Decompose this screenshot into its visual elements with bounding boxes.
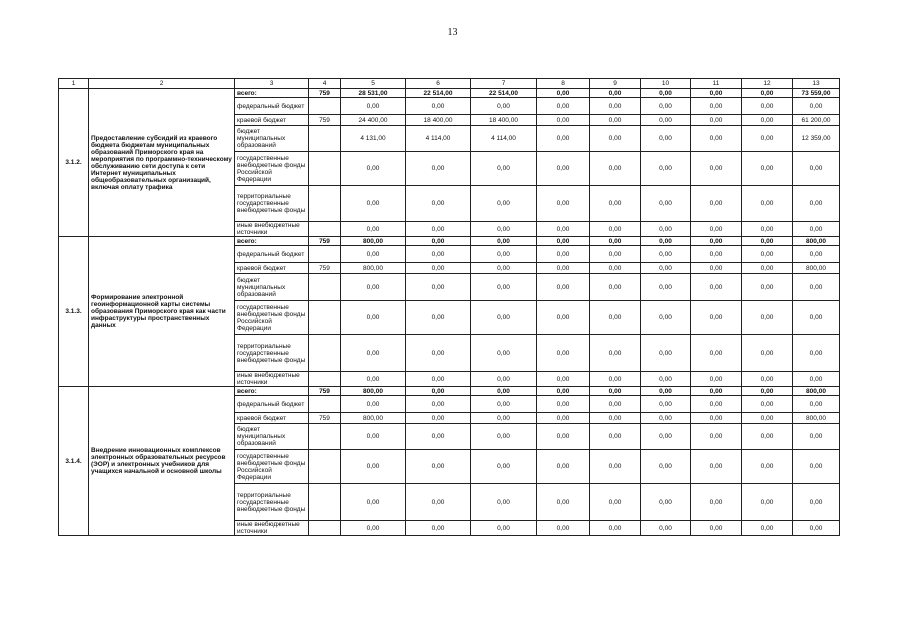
amount-cell: 0,00	[742, 274, 793, 301]
amount-cell: 0,00	[406, 152, 471, 186]
amount-cell: 0,00	[641, 387, 691, 396]
amount-cell: 0,00	[641, 484, 691, 521]
amount-cell: 0,00	[406, 396, 471, 413]
section-total-row	[59, 89, 840, 98]
amount-cell: 0,00	[537, 186, 590, 222]
amount-cell: 0,00	[537, 222, 590, 237]
funding-source: бюджет муниципальных образований	[235, 274, 309, 301]
funding-source: иные внебюджетные источники	[235, 372, 309, 387]
amount-cell: 0,00	[742, 424, 793, 450]
amount-cell: 0,00	[590, 126, 641, 152]
budget-table	[58, 78, 840, 536]
amount-cell: 0,00	[691, 301, 742, 335]
budget-code	[309, 186, 341, 222]
budget-code	[309, 521, 341, 536]
amount-cell: 4 131,00	[341, 126, 406, 152]
amount-cell: 0,00	[406, 450, 471, 484]
amount-cell: 0,00	[742, 237, 793, 246]
amount-cell: 0,00	[590, 484, 641, 521]
amount-cell: 0,00	[406, 222, 471, 237]
budget-code	[309, 484, 341, 521]
amount-cell: 0,00	[590, 89, 641, 98]
budget-code: 759	[309, 263, 341, 274]
amount-cell: 0,00	[341, 372, 406, 387]
budget-code	[309, 222, 341, 237]
section-name: Предоставление субсидий из краевого бюджета бюджетам муниципальных образований Приморского края на мероприятия по программно-техническому обслуживанию сети доступа к сети Интернет муниципальных общеобразовательных организаций, включая оплату трафика	[89, 89, 235, 237]
amount-cell: 0,00	[641, 396, 691, 413]
amount-cell: 0,00	[793, 484, 840, 521]
section-code: 3.1.4.	[59, 387, 89, 536]
amount-cell: 0,00	[590, 98, 641, 115]
amount-cell: 73 559,00	[793, 89, 840, 98]
amount-cell: 0,00	[691, 115, 742, 126]
amount-cell: 0,00	[793, 372, 840, 387]
amount-cell: 0,00	[641, 274, 691, 301]
budget-code	[309, 424, 341, 450]
amount-cell: 0,00	[793, 396, 840, 413]
amount-cell: 0,00	[691, 98, 742, 115]
section-total-row	[59, 237, 840, 246]
funding-source: государственные внебюджетные фонды Российской Федерации	[235, 152, 309, 186]
amount-cell: 0,00	[537, 246, 590, 263]
header-cell-7: 7	[471, 79, 537, 89]
amount-cell: 0,00	[341, 335, 406, 372]
amount-cell: 0,00	[406, 387, 471, 396]
amount-cell: 0,00	[641, 126, 691, 152]
amount-cell: 0,00	[742, 450, 793, 484]
amount-cell: 61 200,00	[793, 115, 840, 126]
amount-cell: 0,00	[537, 521, 590, 536]
amount-cell: 0,00	[641, 237, 691, 246]
amount-cell: 0,00	[742, 484, 793, 521]
funding-source: краевой бюджет	[235, 115, 309, 126]
funding-source: государственные внебюджетные фонды Российской Федерации	[235, 450, 309, 484]
amount-cell: 0,00	[793, 186, 840, 222]
amount-cell: 4 114,00	[471, 126, 537, 152]
amount-cell: 0,00	[341, 152, 406, 186]
amount-cell: 0,00	[537, 98, 590, 115]
amount-cell: 0,00	[471, 274, 537, 301]
amount-cell: 0,00	[641, 98, 691, 115]
budget-code: 759	[309, 387, 341, 396]
amount-cell: 0,00	[471, 222, 537, 237]
amount-cell: 0,00	[471, 335, 537, 372]
funding-source: территориальные государственные внебюджетные фонды	[235, 186, 309, 222]
funding-source: государственные внебюджетные фонды Российской Федерации	[235, 301, 309, 335]
amount-cell: 0,00	[341, 301, 406, 335]
amount-cell: 0,00	[742, 396, 793, 413]
amount-cell: 800,00	[793, 413, 840, 424]
amount-cell: 0,00	[691, 237, 742, 246]
amount-cell: 800,00	[793, 237, 840, 246]
amount-cell: 0,00	[537, 396, 590, 413]
amount-cell: 12 359,00	[793, 126, 840, 152]
amount-cell: 0,00	[793, 521, 840, 536]
budget-code	[309, 152, 341, 186]
amount-cell: 22 514,00	[471, 89, 537, 98]
amount-cell: 0,00	[471, 450, 537, 484]
amount-cell: 0,00	[537, 387, 590, 396]
funding-source: иные внебюджетные источники	[235, 521, 309, 536]
amount-cell: 0,00	[406, 263, 471, 274]
section-name: Внедрение инновационных комплексов электронных образовательных ресурсов (ЭОР) и электронных учебников для учащихся начальной и основной школы	[89, 387, 235, 536]
amount-cell: 0,00	[691, 424, 742, 450]
amount-cell: 0,00	[793, 222, 840, 237]
table-body	[59, 79, 840, 536]
amount-cell: 0,00	[742, 89, 793, 98]
amount-cell: 18 400,00	[406, 115, 471, 126]
amount-cell: 0,00	[590, 387, 641, 396]
amount-cell: 0,00	[742, 115, 793, 126]
amount-cell: 0,00	[793, 98, 840, 115]
amount-cell: 18 400,00	[471, 115, 537, 126]
amount-cell: 0,00	[471, 424, 537, 450]
page-number: 13	[447, 27, 458, 38]
amount-cell: 24 400,00	[341, 115, 406, 126]
amount-cell: 0,00	[406, 186, 471, 222]
funding-source: федеральный бюджет	[235, 396, 309, 413]
amount-cell: 0,00	[406, 237, 471, 246]
section-name: Формирование электронной геоинформационной карты системы образования Приморского края как части инфраструктуры пространственных данных	[89, 237, 235, 387]
amount-cell: 0,00	[691, 335, 742, 372]
budget-code	[309, 301, 341, 335]
header-cell-2: 2	[89, 79, 235, 89]
amount-cell: 0,00	[742, 372, 793, 387]
amount-cell: 0,00	[341, 450, 406, 484]
amount-cell: 0,00	[742, 246, 793, 263]
amount-cell: 0,00	[471, 246, 537, 263]
amount-cell: 0,00	[590, 274, 641, 301]
amount-cell: 0,00	[742, 222, 793, 237]
header-cell-9: 9	[590, 79, 641, 89]
amount-cell: 0,00	[406, 335, 471, 372]
amount-cell: 0,00	[406, 484, 471, 521]
amount-cell: 0,00	[471, 396, 537, 413]
amount-cell: 0,00	[742, 152, 793, 186]
funding-source: всего:	[235, 89, 309, 98]
amount-cell: 0,00	[641, 222, 691, 237]
amount-cell: 0,00	[793, 335, 840, 372]
amount-cell: 28 531,00	[341, 89, 406, 98]
amount-cell: 0,00	[691, 372, 742, 387]
amount-cell: 0,00	[537, 335, 590, 372]
section-total-row	[59, 387, 840, 396]
amount-cell: 0,00	[471, 152, 537, 186]
amount-cell: 4 114,00	[406, 126, 471, 152]
amount-cell: 0,00	[742, 186, 793, 222]
amount-cell: 0,00	[641, 521, 691, 536]
amount-cell: 0,00	[406, 301, 471, 335]
header-cell-3: 3	[235, 79, 309, 89]
amount-cell: 0,00	[471, 237, 537, 246]
amount-cell: 0,00	[641, 450, 691, 484]
amount-cell: 0,00	[537, 274, 590, 301]
amount-cell: 0,00	[742, 263, 793, 274]
amount-cell: 0,00	[691, 521, 742, 536]
funding-source: бюджет муниципальных образований	[235, 424, 309, 450]
amount-cell: 0,00	[691, 274, 742, 301]
budget-code	[309, 98, 341, 115]
amount-cell: 0,00	[406, 372, 471, 387]
amount-cell: 0,00	[641, 335, 691, 372]
amount-cell: 0,00	[691, 413, 742, 424]
amount-cell: 0,00	[537, 372, 590, 387]
budget-code	[309, 396, 341, 413]
amount-cell: 0,00	[641, 424, 691, 450]
amount-cell: 0,00	[471, 521, 537, 536]
header-cell-12: 12	[742, 79, 793, 89]
funding-source: территориальные государственные внебюджетные фонды	[235, 484, 309, 521]
amount-cell: 0,00	[341, 396, 406, 413]
header-cell-10: 10	[641, 79, 691, 89]
funding-source: федеральный бюджет	[235, 246, 309, 263]
budget-code	[309, 450, 341, 484]
amount-cell: 0,00	[590, 372, 641, 387]
amount-cell: 0,00	[641, 263, 691, 274]
amount-cell: 0,00	[341, 274, 406, 301]
amount-cell: 0,00	[341, 246, 406, 263]
amount-cell: 0,00	[537, 424, 590, 450]
section-code: 3.1.2.	[59, 89, 89, 237]
amount-cell: 0,00	[590, 237, 641, 246]
amount-cell: 0,00	[793, 152, 840, 186]
amount-cell: 0,00	[641, 372, 691, 387]
amount-cell: 0,00	[537, 413, 590, 424]
header-cell-1: 1	[59, 79, 89, 89]
amount-cell: 0,00	[742, 126, 793, 152]
amount-cell: 0,00	[590, 186, 641, 222]
amount-cell: 0,00	[590, 335, 641, 372]
amount-cell: 0,00	[590, 424, 641, 450]
funding-source: иные внебюджетные источники	[235, 222, 309, 237]
amount-cell: 0,00	[691, 89, 742, 98]
amount-cell: 800,00	[793, 387, 840, 396]
amount-cell: 0,00	[691, 263, 742, 274]
amount-cell: 0,00	[537, 450, 590, 484]
amount-cell: 0,00	[793, 424, 840, 450]
amount-cell: 0,00	[537, 237, 590, 246]
amount-cell: 0,00	[691, 186, 742, 222]
amount-cell: 0,00	[537, 126, 590, 152]
amount-cell: 0,00	[537, 301, 590, 335]
amount-cell: 0,00	[590, 450, 641, 484]
amount-cell: 0,00	[537, 484, 590, 521]
budget-code: 759	[309, 89, 341, 98]
header-cell-5: 5	[341, 79, 406, 89]
amount-cell: 0,00	[341, 222, 406, 237]
amount-cell: 0,00	[641, 301, 691, 335]
amount-cell: 0,00	[590, 521, 641, 536]
budget-code	[309, 372, 341, 387]
amount-cell: 0,00	[691, 126, 742, 152]
amount-cell: 0,00	[471, 301, 537, 335]
amount-cell: 22 514,00	[406, 89, 471, 98]
amount-cell: 0,00	[406, 274, 471, 301]
amount-cell: 0,00	[691, 152, 742, 186]
amount-cell: 0,00	[471, 484, 537, 521]
amount-cell: 0,00	[590, 301, 641, 335]
amount-cell: 0,00	[406, 98, 471, 115]
amount-cell: 0,00	[590, 396, 641, 413]
amount-cell: 0,00	[590, 413, 641, 424]
funding-source: краевой бюджет	[235, 263, 309, 274]
amount-cell: 0,00	[471, 387, 537, 396]
amount-cell: 0,00	[793, 450, 840, 484]
amount-cell: 0,00	[742, 413, 793, 424]
amount-cell: 0,00	[641, 413, 691, 424]
funding-source: краевой бюджет	[235, 413, 309, 424]
header-cell-4: 4	[309, 79, 341, 89]
amount-cell: 800,00	[341, 387, 406, 396]
amount-cell: 800,00	[793, 263, 840, 274]
budget-code: 759	[309, 237, 341, 246]
amount-cell: 0,00	[590, 246, 641, 263]
amount-cell: 0,00	[793, 301, 840, 335]
section-code: 3.1.3.	[59, 237, 89, 387]
header-row	[59, 79, 840, 89]
amount-cell: 0,00	[341, 98, 406, 115]
budget-code	[309, 246, 341, 263]
amount-cell: 0,00	[590, 222, 641, 237]
amount-cell: 0,00	[537, 263, 590, 274]
amount-cell: 0,00	[471, 263, 537, 274]
budget-code: 759	[309, 413, 341, 424]
funding-source: всего:	[235, 237, 309, 246]
header-cell-6: 6	[406, 79, 471, 89]
amount-cell: 0,00	[590, 115, 641, 126]
amount-cell: 0,00	[406, 424, 471, 450]
amount-cell: 0,00	[406, 246, 471, 263]
header-cell-13: 13	[793, 79, 840, 89]
amount-cell: 0,00	[691, 246, 742, 263]
amount-cell: 0,00	[406, 413, 471, 424]
amount-cell: 0,00	[742, 521, 793, 536]
amount-cell: 0,00	[341, 484, 406, 521]
budget-code	[309, 335, 341, 372]
amount-cell: 0,00	[742, 335, 793, 372]
amount-cell: 0,00	[691, 484, 742, 521]
header-cell-11: 11	[691, 79, 742, 89]
amount-cell: 0,00	[691, 387, 742, 396]
budget-code	[309, 274, 341, 301]
amount-cell: 0,00	[641, 152, 691, 186]
amount-cell: 0,00	[471, 413, 537, 424]
amount-cell: 0,00	[590, 263, 641, 274]
amount-cell: 0,00	[537, 152, 590, 186]
header-cell-8: 8	[537, 79, 590, 89]
amount-cell: 800,00	[341, 413, 406, 424]
amount-cell: 0,00	[471, 98, 537, 115]
amount-cell: 0,00	[471, 186, 537, 222]
amount-cell: 0,00	[641, 89, 691, 98]
amount-cell: 0,00	[742, 98, 793, 115]
funding-source: всего:	[235, 387, 309, 396]
amount-cell: 800,00	[341, 237, 406, 246]
amount-cell: 0,00	[641, 115, 691, 126]
amount-cell: 0,00	[590, 152, 641, 186]
amount-cell: 0,00	[691, 450, 742, 484]
amount-cell: 0,00	[691, 222, 742, 237]
amount-cell: 0,00	[691, 396, 742, 413]
amount-cell: 0,00	[641, 186, 691, 222]
amount-cell: 0,00	[471, 372, 537, 387]
amount-cell: 0,00	[341, 424, 406, 450]
amount-cell: 0,00	[537, 89, 590, 98]
amount-cell: 0,00	[641, 246, 691, 263]
amount-cell: 800,00	[341, 263, 406, 274]
funding-source: территориальные государственные внебюджетные фонды	[235, 335, 309, 372]
amount-cell: 0,00	[742, 301, 793, 335]
amount-cell: 0,00	[406, 521, 471, 536]
funding-source: бюджет муниципальных образований	[235, 126, 309, 152]
budget-code: 759	[309, 115, 341, 126]
funding-source: федеральный бюджет	[235, 98, 309, 115]
amount-cell: 0,00	[742, 387, 793, 396]
amount-cell: 0,00	[341, 521, 406, 536]
amount-cell: 0,00	[537, 115, 590, 126]
amount-cell: 0,00	[793, 246, 840, 263]
budget-code	[309, 126, 341, 152]
amount-cell: 0,00	[341, 186, 406, 222]
amount-cell: 0,00	[793, 274, 840, 301]
